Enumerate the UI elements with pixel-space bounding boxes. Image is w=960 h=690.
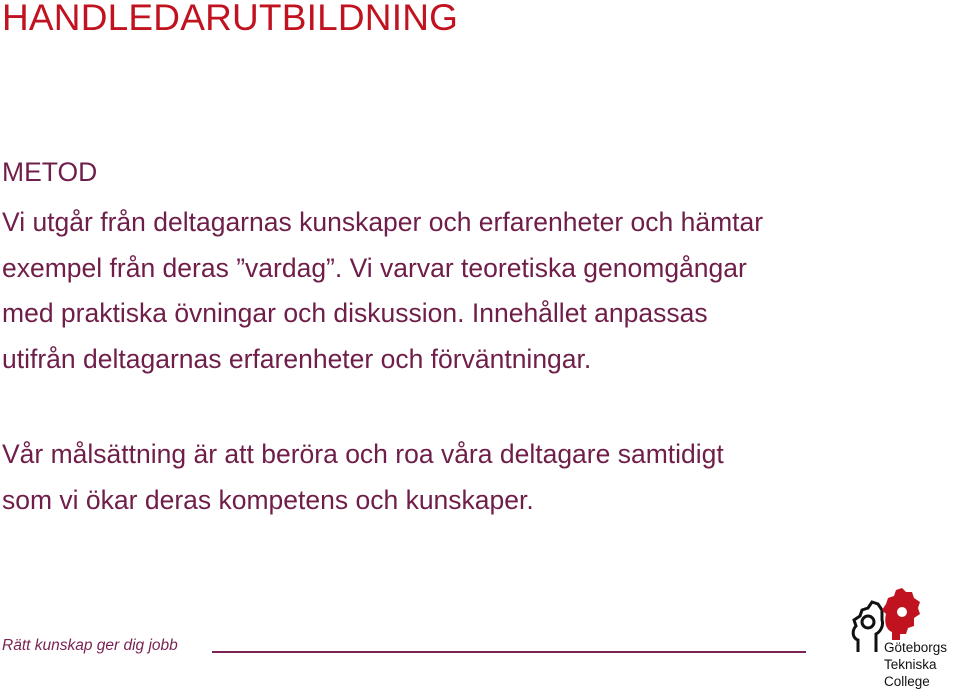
goal-paragraph	[2, 432, 724, 523]
paragraph-line: exempel från deras ”vardag”. Vi varvar teoretiska genomgångar	[2, 252, 747, 283]
paragraph-line: med praktiska övningar och diskussion. Innehållet anpassas	[2, 298, 708, 328]
slide-title: HANDLEDARUTBILDNING	[2, 0, 459, 38]
section-heading: METOD	[2, 157, 98, 187]
paragraph-line: Vår målsättning är att beröra och roa våra deltagare samtidigt	[2, 439, 724, 469]
footer-tagline: Rätt kunskap ger dig jobb	[2, 637, 178, 654]
paragraph-line: Vi utgår från deltagarnas kunskaper och erfarenheter och hämtar	[2, 207, 764, 237]
college-logo	[850, 586, 960, 690]
logo-text-line: Göteborgs	[884, 640, 948, 655]
logo-text-line: College	[884, 674, 930, 689]
method-paragraph	[2, 200, 763, 382]
paragraph-line: som vi ökar deras kompetens och kunskaper.	[2, 484, 534, 515]
paragraph-line: utifrån deltagarnas erfarenheter och förväntningar.	[2, 343, 592, 374]
logo-text-line: Tekniska	[884, 657, 937, 672]
footer-divider	[212, 651, 806, 653]
